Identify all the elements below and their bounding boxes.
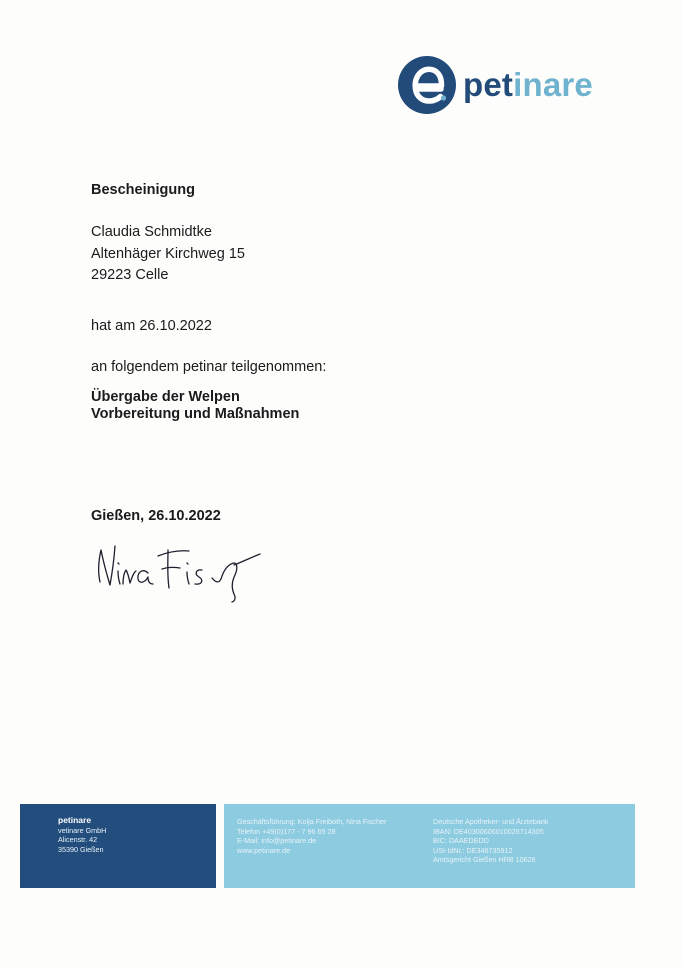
footer-phone: Telefon +49(0)177 - 7 96 65 28 (237, 826, 336, 836)
footer-court-register: Amtsgericht Gießen HRB 10626 (433, 855, 536, 865)
footer-company-street: Alicenstr. 42 (58, 835, 98, 845)
petinare-e-icon (397, 55, 457, 115)
footer-management: Geschäftsführung: Kolja Freiboth, Nina Fischer (237, 817, 387, 826)
footer-company-block (20, 804, 216, 888)
footer-contact-bank-block (224, 804, 635, 888)
footer-company-name: vetinare GmbH (58, 825, 107, 835)
footer-brand: petinare (58, 815, 92, 825)
recipient-street: Altenhäger Kirchweg 15 (91, 246, 245, 262)
footer-email: E-Mail: info@petinare.de (237, 836, 317, 846)
footer-website: www.petinare.de (237, 845, 291, 855)
document-title: Bescheinigung (91, 182, 195, 198)
footer-bank-name: Deutsche Apotheker- und Ärztebank (433, 817, 549, 826)
petinare-logo (397, 55, 597, 117)
course-title-line-1: Übergabe der Welpen (91, 389, 240, 405)
recipient-name: Claudia Schmidtke (91, 224, 212, 240)
participation-line: an folgendem petinar teilgenommen: (91, 359, 327, 375)
handwritten-signature (92, 538, 267, 603)
place-date: Gießen, 26.10.2022 (91, 508, 221, 524)
date-line: hat am 26.10.2022 (91, 318, 212, 334)
logo-wordmark: petinare (463, 66, 593, 103)
footer-vat-id: USt-IdNr.: DE346735912 (433, 845, 513, 855)
footer-iban: IBAN: DE40300606010026714305 (433, 826, 544, 836)
footer-company-city: 35390 Gießen (58, 844, 104, 854)
course-title-line-2: Vorbereitung und Maßnahmen (91, 406, 300, 422)
footer-bic: BIC: DAAEDEDD (433, 836, 489, 846)
recipient-city: 29223 Celle (91, 267, 169, 283)
